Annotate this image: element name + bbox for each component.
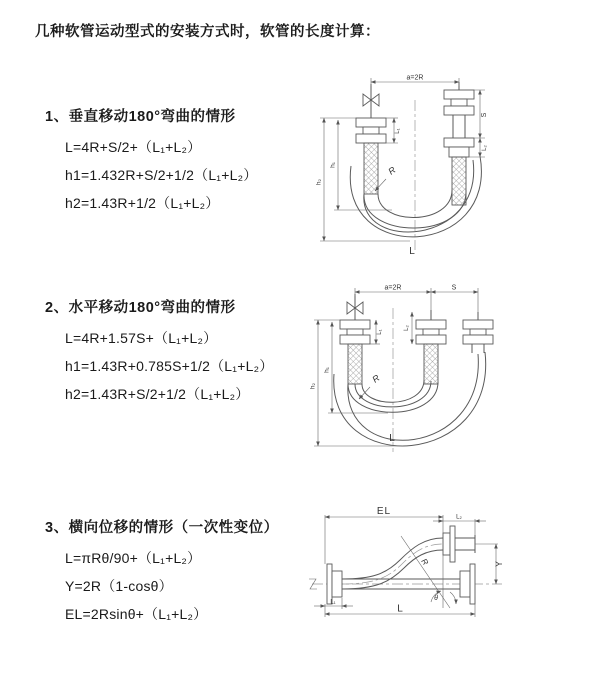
section-2-text (45, 296, 273, 408)
dim-label-l1: L₁ (395, 128, 401, 134)
section-3-heading: 3、横向位移的情形（一次性变位） (45, 520, 279, 536)
braided-hose-end (424, 344, 438, 384)
formula-el: EL=2Rsinθ+（L₁+L₂） (65, 606, 208, 622)
dim-label-l2: L₂ (482, 145, 488, 151)
formula-h2: h2=1.43R+1/2（L₁+L₂） (65, 195, 220, 211)
braided-hose-end (452, 157, 466, 205)
radius-label: R (386, 164, 398, 177)
left-flange (327, 564, 342, 604)
dim-label-el: EL (376, 506, 392, 517)
length-label: L (409, 246, 415, 257)
dim-label-s: S (481, 112, 488, 118)
formula-h1: h1=1.43R+0.785S+1/2（L₁+L₂） (65, 358, 274, 374)
diagram-vertical-180-bend (312, 70, 590, 257)
dim-label-l1: L₁ (330, 599, 336, 606)
right-pipe-assembly (444, 82, 474, 205)
dim-label-s: S (451, 284, 457, 292)
middle-pipe-assembly (416, 310, 446, 384)
dim-label-a2r: a=2R (406, 74, 424, 82)
section-2-heading: 2、水平移动180°弯曲的情形 (45, 300, 236, 316)
dim-label-l1: L₁ (377, 329, 383, 335)
formula-h2: h2=1.43R+S/2+1/2（L₁+L₂） (65, 386, 250, 402)
dim-label-l2: L₂ (456, 514, 462, 521)
dimensions (314, 506, 504, 617)
formula-length: L=πRθ/90+（L₁+L₂） (65, 550, 202, 566)
length-label: L (397, 603, 403, 615)
diagram-lateral-displacement (300, 502, 595, 660)
dim-label-l2: L₂ (404, 325, 410, 331)
braided-hose-end (348, 344, 362, 384)
radius-label: R (370, 372, 382, 385)
right-flange-original (460, 564, 475, 604)
diagram-horizontal-180-bend (308, 282, 595, 462)
section-1-heading: 1、垂直移动180°弯曲的情形 (45, 109, 236, 125)
dim-label-h1: h₁ (329, 162, 337, 168)
right-pipe-assembly (463, 312, 493, 353)
radius-construction (401, 515, 456, 608)
angle-label: θ (434, 595, 438, 602)
page-title: 几种软管运动型式的安装方式时，软管的长度计算： (35, 24, 380, 40)
formula-length: L=4R+1.57S+（L₁+L₂） (65, 330, 218, 346)
dim-label-a2r: a=2R (384, 284, 402, 292)
braided-hose-end (364, 143, 378, 194)
dim-label-y: Y (494, 560, 504, 568)
upper-flange-displaced (443, 526, 475, 562)
left-pipe-assembly (340, 294, 370, 384)
displaced-hose-curve (342, 538, 443, 589)
radius-label: R (419, 556, 431, 567)
formula-h1: h1=1.432R+S/2+1/2（L₁+L₂） (65, 167, 258, 183)
dim-label-h2: h₂ (309, 382, 317, 390)
dim-label-h2: h₂ (315, 178, 323, 186)
length-label: L (389, 433, 395, 444)
formula-length: L=4R+S/2+（L₁+L₂） (65, 139, 202, 155)
section-3-text (45, 516, 279, 628)
formula-y: Y=2R（1-cosθ） (65, 578, 173, 594)
left-pipe-assembly (356, 84, 386, 194)
dim-label-h1: h₁ (323, 367, 331, 373)
section-1-text (45, 105, 257, 217)
